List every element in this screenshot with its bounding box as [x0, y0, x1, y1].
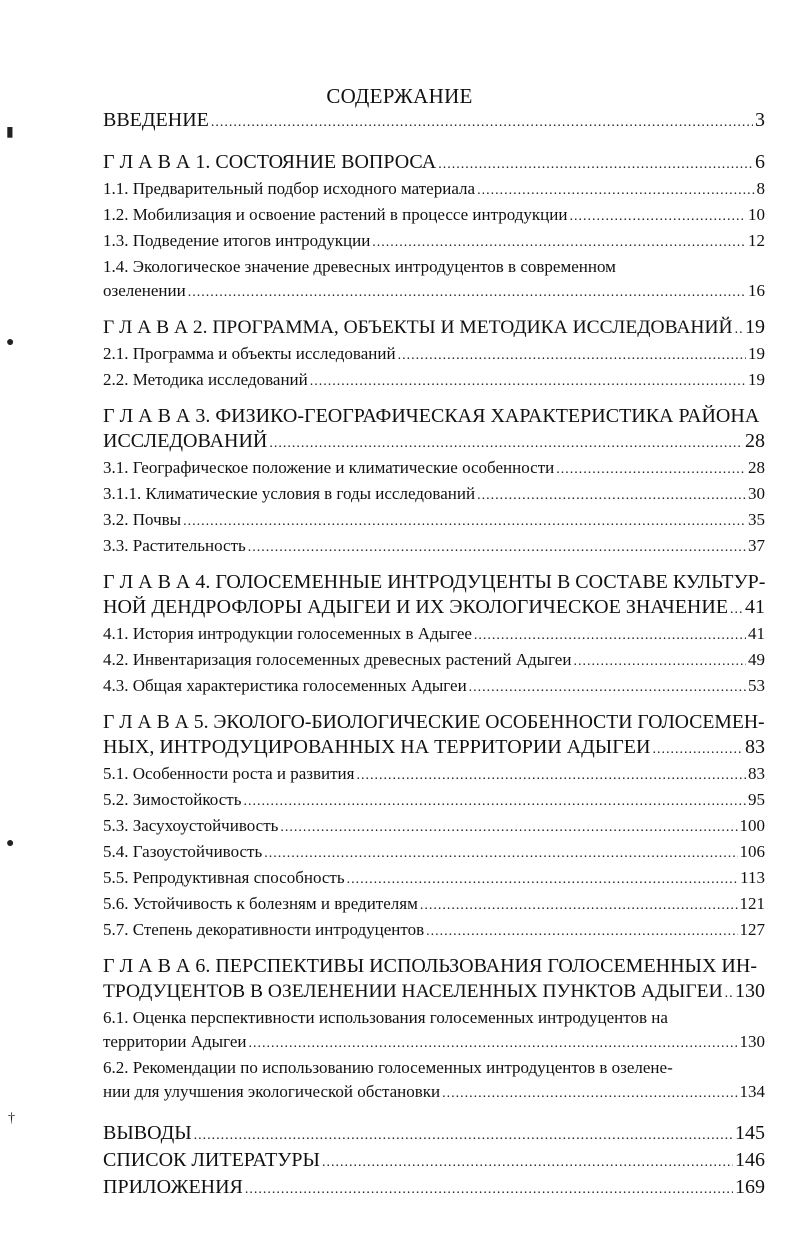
page-title: СОДЕРЖАНИЕ — [326, 84, 473, 108]
dot-leader — [556, 456, 746, 482]
toc-label: 1.3. Подведение итогов интродукции — [103, 231, 371, 250]
toc-page: 83 — [748, 764, 765, 783]
toc-page: 146 — [735, 1149, 765, 1171]
dot-leader — [322, 1148, 733, 1175]
toc-label: 5.6. Устойчивость к болезням и вредителям — [103, 894, 418, 913]
toc-label: СПИСОК ЛИТЕРАТУРЫ — [103, 1149, 320, 1171]
dot-leader — [347, 866, 739, 892]
toc-label: 3.1. Географическое положение и климатические особенности — [103, 458, 555, 477]
table-of-contents — [103, 108, 765, 1202]
toc-label: 3.3. Растительность — [103, 536, 246, 555]
toc-label: НЫХ, ИНТРОДУЦИРОВАННЫХ НА ТЕРРИТОРИИ АДЫГЕИ — [103, 736, 651, 758]
toc-entry-2-1[interactable] — [103, 342, 765, 368]
dot-leader — [474, 622, 746, 648]
dot-leader — [398, 342, 746, 368]
toc-entry-5-4[interactable] — [103, 840, 765, 866]
dot-leader — [243, 788, 746, 814]
toc-label: 2.1. Программа и объекты исследований — [103, 344, 396, 363]
toc-page: 6 — [755, 151, 765, 173]
dot-leader — [477, 177, 754, 203]
toc-label: 3.1.1. Климатические условия в годы исследований — [103, 484, 476, 503]
toc-label-line — [103, 570, 765, 595]
toc-page: 95 — [748, 790, 765, 809]
dot-leader — [211, 108, 753, 135]
toc-page: 169 — [735, 1176, 765, 1198]
toc-label: 5.2. Зимостойкость — [103, 790, 242, 809]
dot-leader — [730, 595, 743, 622]
dot-leader — [280, 814, 737, 840]
toc-label: 5.4. Газоустойчивость — [103, 842, 263, 861]
toc-label: 5.3. Засухоустойчивость — [103, 816, 279, 835]
toc-label: Г Л А В А 5. ЭКОЛОГО-БИОЛОГИЧЕСКИЕ ОСОБЕННОСТИ ГОЛОСЕМЕН- — [103, 711, 765, 733]
dot-leader — [725, 979, 733, 1006]
toc-entry-chapter-1[interactable] — [103, 150, 765, 177]
toc-page: 100 — [739, 816, 765, 835]
dot-leader — [183, 508, 746, 534]
toc-label: Г Л А В А 2. ПРОГРАММА, ОБЪЕКТЫ И МЕТОДИКА ИССЛЕДОВАНИЙ — [103, 317, 733, 338]
dot-leader — [442, 1080, 737, 1106]
toc-label: нии для улучшения экологической обстановки — [103, 1082, 441, 1101]
toc-label: Г Л А В А 4. ГОЛОСЕМЕННЫЕ ИНТРОДУЦЕНТЫ В СОСТАВЕ КУЛЬТУР- — [103, 571, 766, 593]
dot-leader — [248, 534, 746, 560]
dot-leader — [426, 918, 737, 944]
toc-label: ПРИЛОЖЕНИЯ — [103, 1176, 243, 1198]
toc-entry-4-1[interactable] — [103, 622, 765, 648]
toc-page: 19 — [745, 316, 765, 338]
toc-entry-chapter-2[interactable] — [103, 315, 765, 342]
toc-label: ВВЕДЕНИЕ — [103, 109, 209, 131]
toc-label: НОЙ ДЕНДРОФЛОРЫ АДЫГЕИ И ИХ ЭКОЛОГИЧЕСКОЕ ЗНАЧЕНИЕ — [103, 596, 729, 618]
toc-entry-1-1[interactable] — [103, 177, 765, 203]
toc-label: 5.5. Репродуктивная способность — [103, 868, 345, 887]
margin-mark-4: † — [8, 1111, 15, 1126]
toc-entry-1-4[interactable] — [103, 255, 765, 305]
dot-leader — [469, 674, 746, 700]
toc-label-line — [103, 595, 765, 622]
toc-page: 53 — [748, 676, 765, 695]
toc-page: 28 — [745, 430, 765, 452]
toc-entry-4-3[interactable] — [103, 674, 765, 700]
toc-page: 30 — [748, 484, 765, 503]
dot-leader — [248, 1030, 737, 1056]
toc-label: 1.4. Экологическое значение древесных интродуцентов в современном — [103, 257, 616, 276]
toc-page: 41 — [748, 624, 765, 643]
toc-label: Г Л А В А 6. ПЕРСПЕКТИВЫ ИСПОЛЬЗОВАНИЯ ГОЛОСЕМЕННЫХ ИН- — [103, 955, 757, 977]
toc-label: 6.1. Оценка перспективности использования голосеменных интродуцентов на — [103, 1008, 668, 1027]
toc-label-line — [103, 710, 765, 735]
toc-label: озеленении — [103, 281, 186, 300]
toc-entry-2-2[interactable] — [103, 368, 765, 394]
toc-page: 19 — [748, 370, 765, 389]
dot-leader — [372, 229, 746, 255]
toc-label: 1.2. Мобилизация и освоение растений в процессе интродукции — [103, 205, 568, 224]
toc-entry-5-7[interactable] — [103, 918, 765, 944]
toc-page: 106 — [739, 842, 765, 861]
toc-entry-3-2[interactable] — [103, 508, 765, 534]
toc-entry-appendices[interactable] — [103, 1175, 765, 1202]
toc-page: 35 — [748, 510, 765, 529]
toc-label: территории Адыгеи — [103, 1032, 247, 1051]
dot-leader — [420, 892, 738, 918]
toc-entry-4-2[interactable] — [103, 648, 765, 674]
toc-label-line — [103, 1056, 765, 1080]
toc-page: 121 — [739, 894, 765, 913]
toc-page: 3 — [755, 109, 765, 131]
toc-entry-3-1[interactable] — [103, 456, 765, 482]
toc-label-line — [103, 429, 765, 456]
dot-leader — [188, 279, 746, 305]
dot-leader — [269, 429, 743, 456]
toc-page: 28 — [748, 458, 765, 477]
toc-entry-5-6[interactable] — [103, 892, 765, 918]
toc-page: 10 — [748, 205, 765, 224]
toc-entry-6-2[interactable] — [103, 1056, 765, 1106]
dot-leader — [438, 150, 753, 177]
toc-label: 3.2. Почвы — [103, 510, 182, 529]
toc-label-line — [103, 954, 765, 979]
toc-label: 1.1. Предварительный подбор исходного материала — [103, 179, 476, 198]
toc-entry-5-1[interactable] — [103, 762, 765, 788]
toc-entry-5-5[interactable] — [103, 866, 765, 892]
toc-label: 4.2. Инвентаризация голосеменных древесных растений Адыгеи — [103, 650, 572, 669]
toc-label-line — [103, 1080, 765, 1106]
toc-label-line — [103, 255, 765, 279]
toc-entry-1-3[interactable] — [103, 229, 765, 255]
toc-page: 113 — [740, 868, 765, 887]
toc-entry-6-1[interactable] — [103, 1006, 765, 1056]
toc-label: 5.1. Особенности роста и развития — [103, 764, 355, 783]
toc-label: 4.3. Общая характеристика голосеменных Адыгеи — [103, 676, 467, 695]
toc-label-line — [103, 735, 765, 762]
toc-label-line — [103, 1030, 765, 1056]
dot-leader — [573, 648, 746, 674]
toc-label: 6.2. Рекомендации по использованию голосеменных интродуцентов в озелене- — [103, 1058, 673, 1077]
toc-page: 8 — [756, 179, 765, 198]
toc-entry-chapter-5[interactable] — [103, 710, 765, 762]
toc-label: ИССЛЕДОВАНИЙ — [103, 430, 268, 452]
dot-leader — [652, 735, 743, 762]
margin-mark-2: ● — [6, 335, 15, 350]
toc-page: 49 — [748, 650, 765, 669]
toc-label-line — [103, 1006, 765, 1030]
dot-leader — [245, 1175, 733, 1202]
toc-entry-chapter-4[interactable] — [103, 570, 765, 622]
toc-label: 2.2. Методика исследований — [103, 370, 308, 389]
dot-leader — [310, 368, 746, 394]
toc-page: 12 — [748, 231, 765, 250]
toc-page: 37 — [748, 536, 765, 555]
toc-label: Г Л А В А 3. ФИЗИКО-ГЕОГРАФИЧЕСКАЯ ХАРАКТЕРИСТИКА РАЙОНА — [103, 405, 760, 427]
margin-mark-3: ● — [6, 836, 15, 851]
toc-label: ВЫВОДЫ — [103, 1122, 192, 1144]
toc-page: 130 — [735, 980, 765, 1002]
toc-entry-chapter-6[interactable] — [103, 954, 765, 1006]
toc-page: 19 — [748, 344, 765, 363]
toc-entry-chapter-3[interactable] — [103, 404, 765, 456]
toc-page: 16 — [748, 281, 765, 300]
toc-entry-5-2[interactable] — [103, 788, 765, 814]
toc-page: 41 — [745, 596, 765, 618]
toc-page: 83 — [745, 736, 765, 758]
toc-label-line — [103, 979, 765, 1006]
toc-entry-3-1-1[interactable] — [103, 482, 765, 508]
toc-label-line — [103, 404, 765, 429]
toc-entry-references[interactable] — [103, 1148, 765, 1175]
dot-leader — [735, 315, 743, 342]
toc-entry-5-3[interactable] — [103, 814, 765, 840]
toc-label-line — [103, 279, 765, 305]
toc-label: 5.7. Степень декоративности интродуцентов — [103, 920, 425, 939]
toc-page: 127 — [739, 920, 765, 939]
dot-leader — [264, 840, 737, 866]
dot-leader — [569, 203, 746, 229]
toc-entry-1-2[interactable] — [103, 203, 765, 229]
toc-page: 130 — [739, 1032, 765, 1051]
dot-leader — [356, 762, 746, 788]
toc-entry-3-3[interactable] — [103, 534, 765, 560]
toc-entry-conclusions[interactable] — [103, 1121, 765, 1148]
toc-page: 145 — [735, 1122, 765, 1144]
dot-leader — [194, 1121, 733, 1148]
toc-entry-introduction[interactable] — [103, 108, 765, 135]
toc-label: ТРОДУЦЕНТОВ В ОЗЕЛЕНЕНИИ НАСЕЛЕННЫХ ПУНКТОВ АДЫГЕИ — [103, 981, 723, 1002]
toc-page: 134 — [739, 1082, 765, 1101]
dot-leader — [477, 482, 746, 508]
toc-label: 4.1. История интродукции голосеменных в Адыгее — [103, 624, 472, 643]
toc-label: Г Л А В А 1. СОСТОЯНИЕ ВОПРОСА — [103, 151, 437, 173]
margin-mark-1: ▮ — [6, 125, 14, 140]
